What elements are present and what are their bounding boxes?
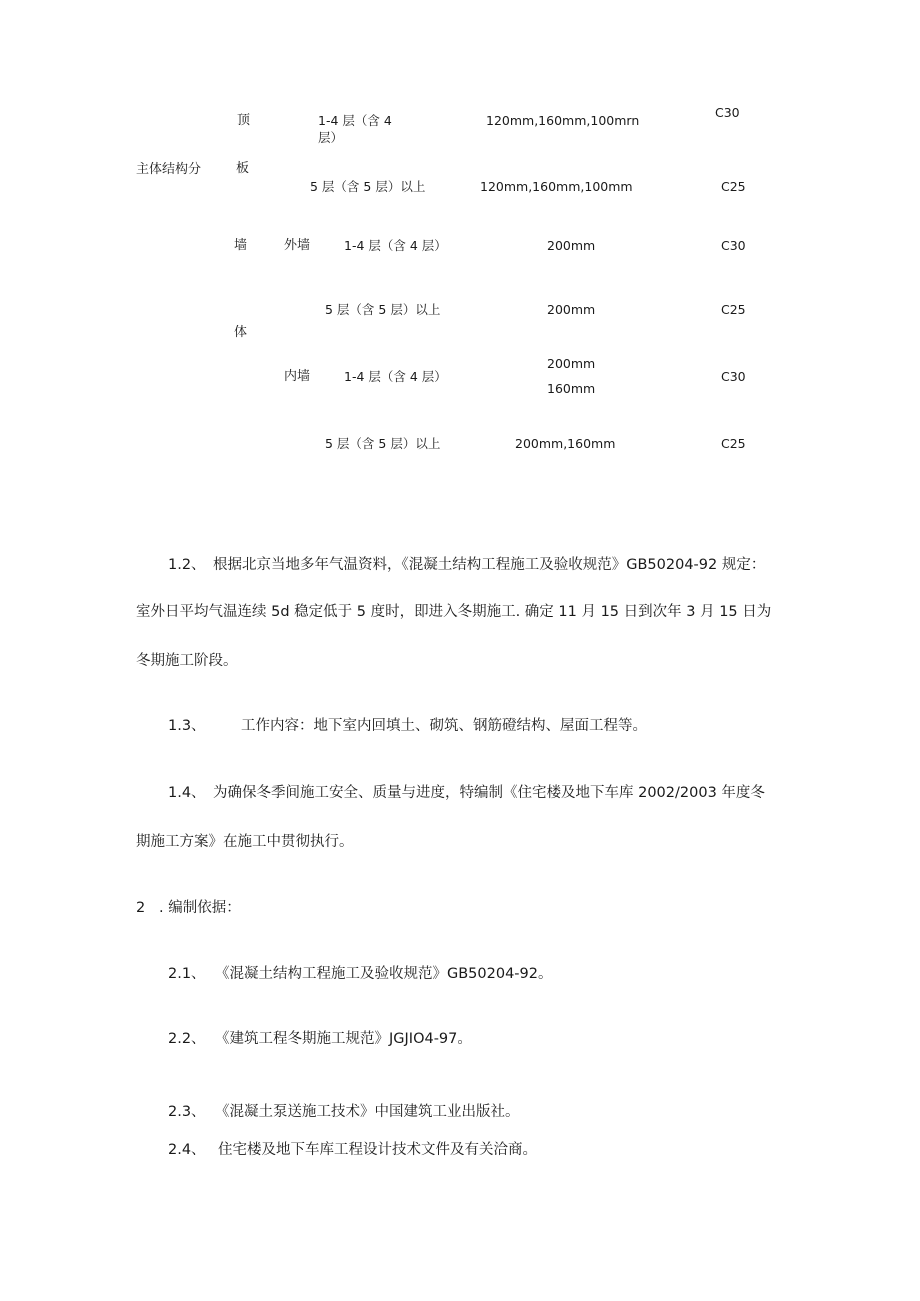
row1-floors-line2: 层） xyxy=(318,130,344,145)
ref-2-1-text: 《混凝土结构工程施工及验收规范》GB50204-92。 xyxy=(215,966,553,982)
row1-thickness: 120mm,160mm,100mrn xyxy=(486,113,640,128)
ref-2-3-text: 《混凝土泵送施工技术》中国建筑工业出版社。 xyxy=(215,1104,520,1120)
p14-number: 1.4、 xyxy=(168,785,206,801)
row6-grade: C25 xyxy=(721,436,746,451)
outer-wall-label: 外墙 xyxy=(284,238,311,253)
inner-wall-label: 内墙 xyxy=(284,369,311,384)
wall-label-char2: 体 xyxy=(234,325,248,340)
section2-number: 2 xyxy=(136,900,146,916)
ref-2-1-number: 2.1、 xyxy=(168,966,206,982)
ref-2-4-text: 住宅楼及地下车库工程设计技术文件及有关洽商。 xyxy=(218,1142,537,1158)
row2-thickness: 120mm,160mm,100mm xyxy=(480,179,633,194)
row2-floors: 5 层（含 5 层）以上 xyxy=(310,179,426,194)
p13-text: 工作内容：地下室内回填土、砌筑、钢筋磴结构、屋面工程等。 xyxy=(241,718,647,734)
row5-grade: C30 xyxy=(721,369,746,384)
p14-line2: 期施工方案》在施工中贯彻执行。 xyxy=(136,834,354,850)
ref-2-2-text: 《建筑工程冬期施工规范》JGJIO4-97。 xyxy=(215,1031,472,1047)
p14-line1: 为确保冬季间施工安全、质量与进度，特编制《住宅楼及地下车库 2002/2003 年度冬 xyxy=(213,785,765,801)
p12-line3: 冬期施工阶段。 xyxy=(136,653,238,669)
category-label: 主体结构分 xyxy=(136,162,202,177)
row6-floors: 5 层（含 5 层）以上 xyxy=(325,436,441,451)
roof-label-char1: 顶 xyxy=(237,113,251,128)
row4-grade: C25 xyxy=(721,302,746,317)
row5-thickness-line1: 200mm xyxy=(547,356,596,371)
ref-2-4-number: 2.4、 xyxy=(168,1142,206,1158)
ref-2-3-number: 2.3、 xyxy=(168,1104,206,1120)
p12-number: 1.2、 xyxy=(168,557,206,573)
row5-floors: 1-4 层（含 4 层） xyxy=(344,369,447,384)
row6-thickness: 200mm,160mm xyxy=(515,436,616,451)
p12-line1: 根据北京当地多年气温资料，《混凝土结构工程施工及验收规范》GB50204-92 规定： xyxy=(213,557,766,573)
ref-2-2-number: 2.2、 xyxy=(168,1031,206,1047)
section2-title: . 编制依据： xyxy=(159,900,241,916)
row1-grade: C30 xyxy=(715,105,740,120)
row5-thickness-line2: 160mm xyxy=(547,381,596,396)
row3-grade: C30 xyxy=(721,238,746,253)
row4-floors: 5 层（含 5 层）以上 xyxy=(325,302,441,317)
p12-line2: 室外日平均气温连续 5d 稳定低于 5 度时，即进入冬期施工. 确定 11 月 15 日到次年 3 月 15 日为 xyxy=(136,604,772,620)
row3-floors: 1-4 层（含 4 层） xyxy=(344,238,447,253)
row2-grade: C25 xyxy=(721,179,746,194)
wall-label-char1: 墙 xyxy=(234,238,248,253)
p13-number: 1.3、 xyxy=(168,718,206,734)
roof-label-char2: 板 xyxy=(236,161,250,176)
row4-thickness: 200mm xyxy=(547,302,596,317)
row1-floors-line1: 1-4 层（含 4 xyxy=(318,113,392,128)
row3-thickness: 200mm xyxy=(547,238,596,253)
